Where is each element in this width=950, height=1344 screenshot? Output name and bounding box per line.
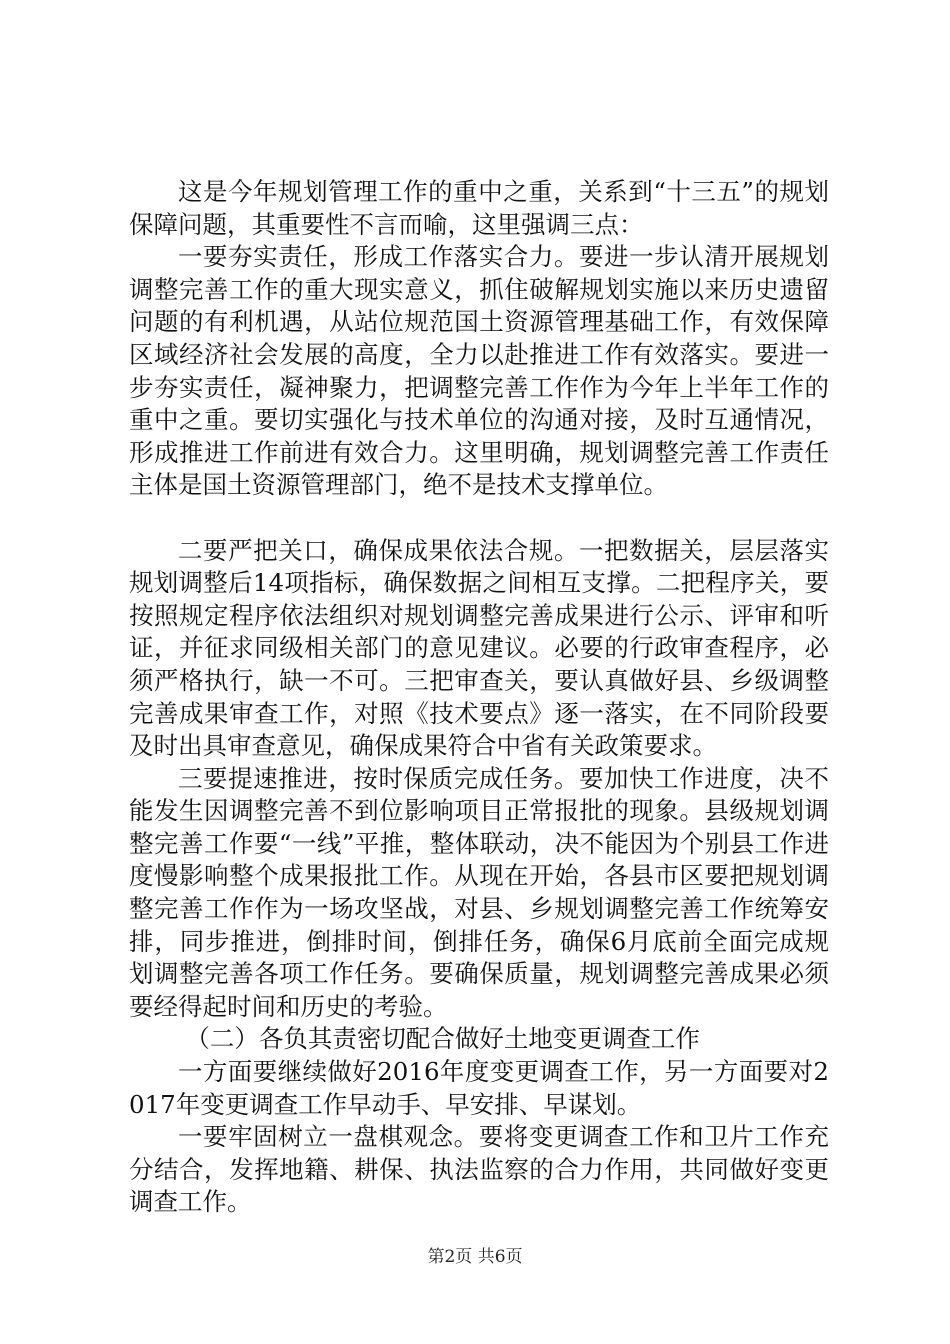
paragraph-point-two: 二要严把关口，确保成果依法合规。一把数据关，层层落实规划调整后14项指标，确保数据之间相互支撑。二把程序关，要按照规定程序依法组织对规划调整完善成果进行公示、评审和听证，并征求同级相关部门的意见建议。必要的行政审查程序，必须严格执行，缺一不可。三把审查关，要认真做好县、乡级调整完善成果审查工作，对照《技术要点》逐一落实，在不同阶段要及时出具审查意见，确保成果符合中省有关政策要求。 xyxy=(129,535,829,761)
section-heading: （二）各负其责密切配合做好土地变更调查工作 xyxy=(185,1024,700,1054)
paragraph-survey-point-one: 一要牢固树立一盘棋观念。要将变更调查工作和卫片工作充分结合，发挥地籍、耕保、执法监察的合力作用，共同做好变更调查工作。 xyxy=(129,1122,829,1217)
document-body xyxy=(129,176,829,1219)
paragraph-point-one: 一要夯实责任，形成工作落实合力。要进一步认清开展规划调整完善工作的重大现实意义，抓住破解规划实施以来历史遗留问题的有利机遇，从站位规范国土资源管理基础工作，有效保障区域经济社会发展的高度，全力以赴推进工作有效落实。要进一步夯实责任，凝神聚力，把调整完善工作作为今年上半年工作的重中之重。要切实强化与技术单位的沟通对接，及时互通情况，形成推进工作前进有效合力。这里明确，规划调整完善工作责任主体是国土资源管理部门，绝不是技术支撑单位。 xyxy=(129,242,829,500)
paragraph-point-three: 三要提速推进，按时保质完成任务。要加快工作进度，决不能发生因调整完善不到位影响项目正常报批的现象。县级规划调整完善工作要“一线”平推，整体联动，决不能因为个别县工作进度慢影响整个成果报批工作。从现在开始，各县市区要把规划调整完善工作作为一场攻坚战，对县、乡规划调整完善工作统筹安排，同步推进，倒排时间，倒排任务，确保6月底前全面完成规划调整完善各项工作任务。要确保质量，规划调整完善成果必须要经得起时间和历史的考验。 xyxy=(129,763,829,1021)
paragraph-intro: 这是今年规划管理工作的重中之重，关系到“十三五”的规划保障问题，其重要性不言而喻，这里强调三点： xyxy=(129,177,829,239)
paragraph-survey-intro: 一方面要继续做好2016年度变更调查工作，另一方面要对2017年变更调查工作早动手、早安排、早谋划。 xyxy=(129,1057,829,1119)
page-number: 第2页 共6页 xyxy=(427,1247,523,1267)
